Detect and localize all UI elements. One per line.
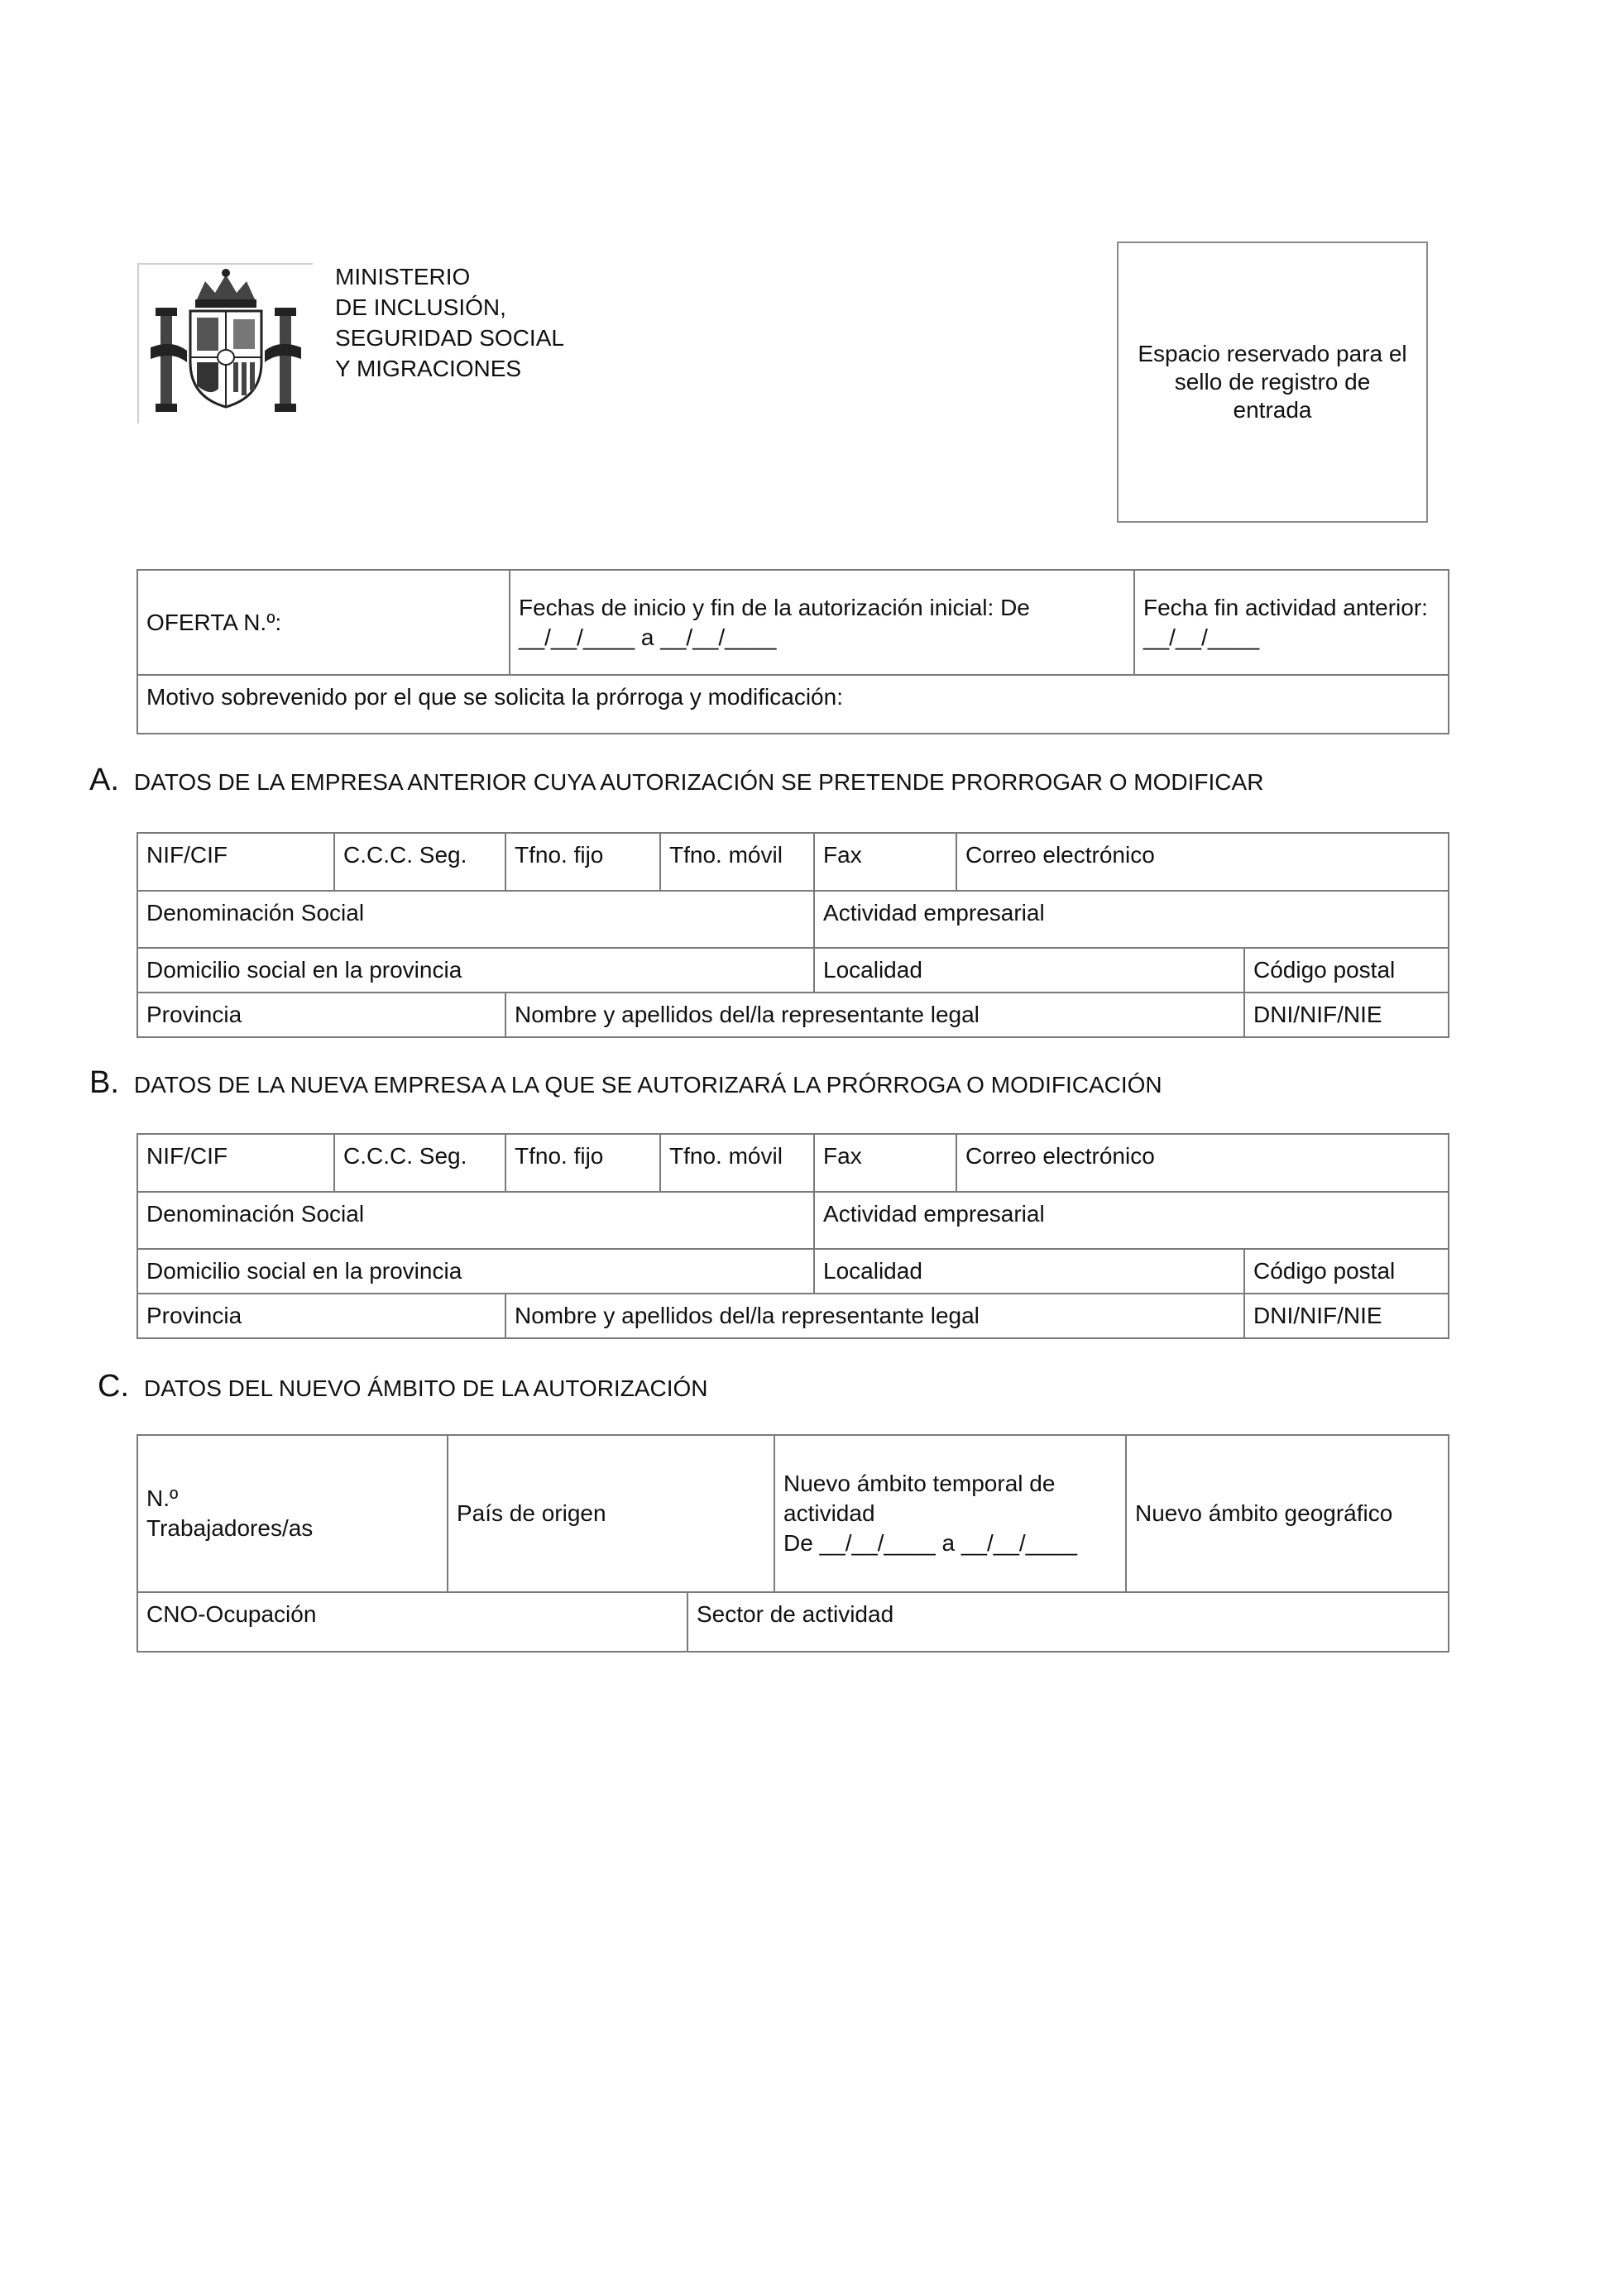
ministry-emblem — [137, 263, 313, 423]
postal-code-field[interactable]: Código postal — [1244, 948, 1449, 993]
section-letter: C. — [98, 1369, 129, 1404]
section-a-table — [137, 832, 1449, 1038]
offer-table — [137, 569, 1449, 734]
mobile-field[interactable]: Tfno. móvil — [660, 833, 814, 891]
section-letter: B. — [89, 1065, 119, 1100]
previous-end-date-field[interactable]: Fecha fin actividad anterior: __/__/____ — [1134, 570, 1449, 675]
legal-representative-field[interactable]: Nombre y apellidos del/la representante legal — [505, 1294, 1244, 1338]
section-c-table — [137, 1434, 1449, 1653]
ccc-field[interactable]: C.C.C. Seg. — [334, 1134, 505, 1192]
country-of-origin-field[interactable]: País de origen — [448, 1435, 774, 1592]
legal-representative-field[interactable]: Nombre y apellidos del/la representante legal — [505, 993, 1244, 1037]
province-field[interactable]: Provincia — [137, 1294, 505, 1338]
section-title: DATOS DE LA NUEVA EMPRESA A LA QUE SE AUTORIZARÁ LA PRÓRROGA O MODIFICACIÓN — [133, 1072, 1162, 1098]
ministry-line: SEGURIDAD SOCIAL — [335, 325, 564, 351]
business-activity-field[interactable]: Actividad empresarial — [814, 1192, 1449, 1249]
temporal-scope-label: Nuevo ámbito temporal de actividad — [783, 1471, 1056, 1526]
offer-number-field[interactable]: OFERTA N.º: — [137, 570, 510, 675]
ccc-field[interactable]: C.C.C. Seg. — [334, 833, 505, 891]
coat-of-arms-of-spain-icon — [139, 265, 313, 423]
geographic-scope-field[interactable]: Nuevo ámbito geográfico — [1126, 1435, 1449, 1592]
landline-field[interactable]: Tfno. fijo — [505, 1134, 660, 1192]
locality-field[interactable]: Localidad — [814, 1249, 1244, 1294]
email-field[interactable]: Correo electrónico — [956, 833, 1449, 891]
section-b-heading — [89, 1065, 1162, 1101]
temporal-scope-dates: De __/__/____ a __/__/____ — [783, 1530, 1077, 1556]
postal-code-field[interactable]: Código postal — [1244, 1249, 1449, 1294]
dni-nif-nie-field[interactable]: DNI/NIF/NIE — [1244, 1294, 1449, 1338]
activity-sector-field[interactable]: Sector de actividad — [687, 1592, 1449, 1652]
registered-address-field[interactable]: Domicilio social en la provincia — [137, 948, 814, 993]
workers-label-line1: N.º — [146, 1485, 179, 1511]
section-c-heading — [98, 1369, 708, 1404]
workers-count-field[interactable] — [137, 1435, 448, 1592]
email-field[interactable]: Correo electrónico — [956, 1134, 1449, 1192]
landline-field[interactable]: Tfno. fijo — [505, 833, 660, 891]
section-title: DATOS DE LA EMPRESA ANTERIOR CUYA AUTORIZACIÓN SE PRETENDE PRORROGAR O MODIFICAR — [133, 769, 1264, 795]
cno-occupation-field[interactable]: CNO-Ocupación — [137, 1592, 687, 1652]
section-a-heading — [89, 763, 1263, 798]
business-activity-field[interactable]: Actividad empresarial — [814, 891, 1449, 948]
section-title: DATOS DEL NUEVO ÁMBITO DE LA AUTORIZACIÓN — [144, 1375, 708, 1401]
registration-stamp-box — [1117, 242, 1428, 523]
dni-nif-nie-field[interactable]: DNI/NIF/NIE — [1244, 993, 1449, 1037]
stamp-text: Espacio reservado para el sello de registro de entrada — [1138, 341, 1407, 423]
workers-label-line2: Trabajadores/as — [146, 1515, 314, 1541]
ministry-line: Y MIGRACIONES — [335, 356, 522, 381]
ministry-line: DE INCLUSIÓN, — [335, 294, 506, 320]
company-name-field[interactable]: Denominación Social — [137, 891, 814, 948]
nif-cif-field[interactable]: NIF/CIF — [137, 1134, 334, 1192]
registered-address-field[interactable]: Domicilio social en la provincia — [137, 1249, 814, 1294]
fax-field[interactable]: Fax — [814, 833, 956, 891]
section-letter: A. — [89, 763, 119, 797]
mobile-field[interactable]: Tfno. móvil — [660, 1134, 814, 1192]
fax-field[interactable]: Fax — [814, 1134, 956, 1192]
section-b-table — [137, 1133, 1449, 1339]
initial-dates-field[interactable]: Fechas de inicio y fin de la autorización inicial: De __/__/____ a __/__/____ — [510, 570, 1134, 675]
province-field[interactable]: Provincia — [137, 993, 505, 1037]
ministry-name — [335, 261, 564, 384]
temporal-scope-field[interactable] — [774, 1435, 1126, 1592]
ministry-line: MINISTERIO — [335, 264, 471, 289]
locality-field[interactable]: Localidad — [814, 948, 1244, 993]
nif-cif-field[interactable]: NIF/CIF — [137, 833, 334, 891]
company-name-field[interactable]: Denominación Social — [137, 1192, 814, 1249]
reason-field[interactable]: Motivo sobrevenido por el que se solicita la prórroga y modificación: — [137, 675, 1449, 734]
